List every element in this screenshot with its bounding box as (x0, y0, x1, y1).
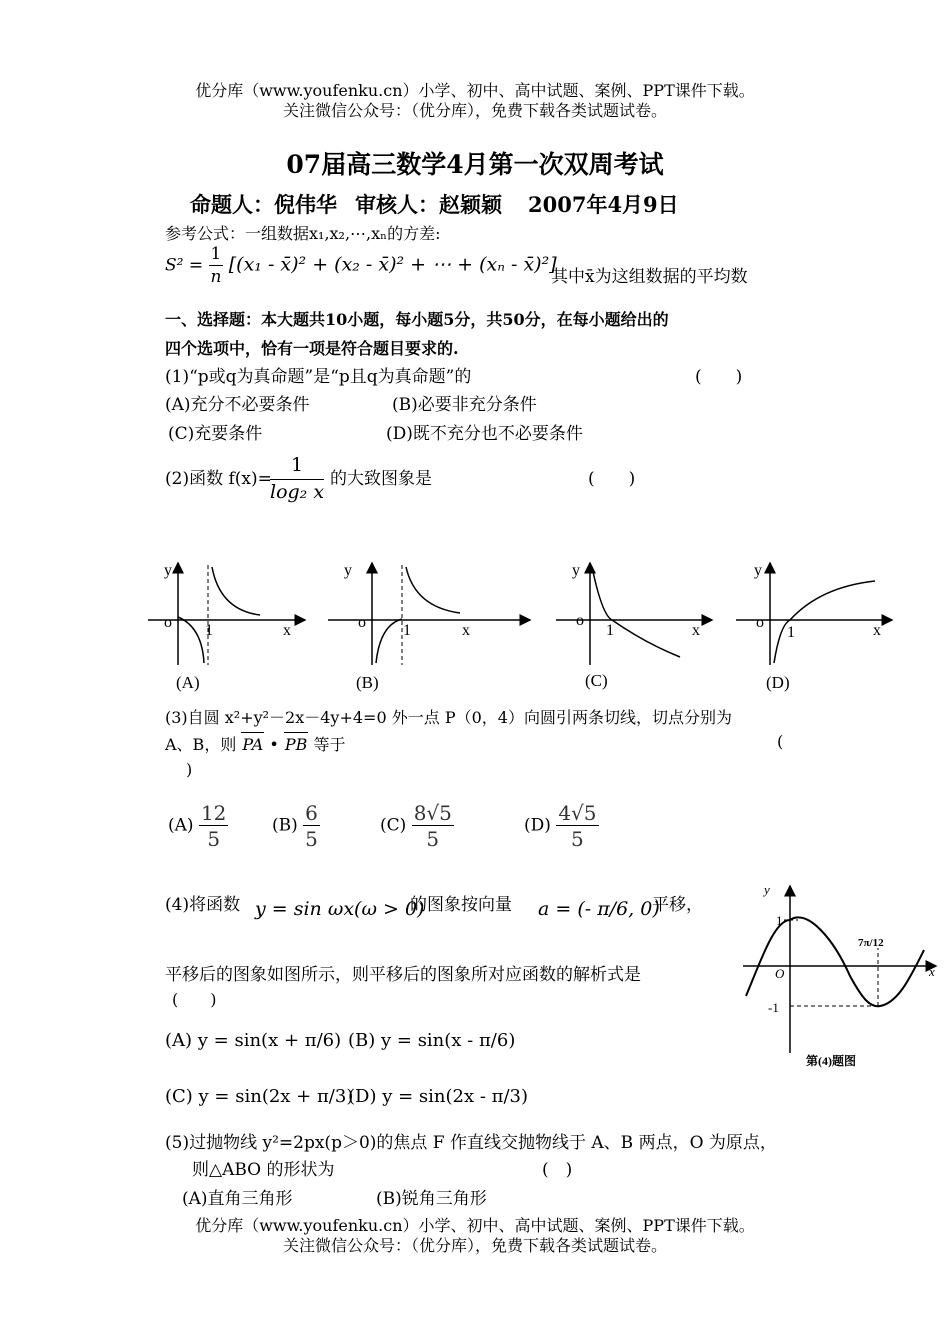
q4-option-a: (A) y = sin(x + π/6) (165, 1030, 342, 1051)
q4-option-c: (C) y = sin(2x + π/3) (165, 1086, 354, 1107)
q1-option-d: (D)既不充分也不必要条件 (386, 424, 583, 444)
graph-d-tick: 1 (787, 624, 795, 641)
graph-a-origin: o (164, 614, 172, 631)
q3-paren-close: ) (186, 760, 193, 779)
q1-option-c: (C)充要条件 (168, 424, 263, 444)
graph-c-origin: o (576, 612, 584, 629)
graph-a-label: (A) (176, 673, 200, 692)
graph-b-label: (B) (356, 673, 379, 692)
date: 2007年4月9日 (528, 192, 679, 217)
footer-line-2: 关注微信公众号：（优分库），免费下载各类试题试卷。 (282, 1236, 667, 1255)
q4-fig-x-label: x (929, 964, 935, 979)
q3-paren-open: ( (777, 732, 784, 751)
q4-prefix: (4)将函数 (165, 895, 241, 915)
q2-numerator: 1 (270, 456, 324, 480)
footer-line-1: 优分库（www.youfenku.cn）小学、初中、高中试题、案例、PPT课件下载。 (195, 1216, 755, 1235)
q1-answer-paren: ( ) (695, 367, 743, 387)
q4-fig-tick: 7π/12 (858, 937, 884, 949)
graph-a-y-label: y (164, 562, 172, 579)
q3-option-c: (C) $\frac{8√5}{5}$ (380, 801, 452, 851)
author: 命题人：倪伟华 (190, 192, 337, 217)
q5-answer-paren: ( ) (542, 1160, 573, 1180)
q2-answer-paren: ( ) (588, 469, 636, 489)
header-line-1: 优分库（www.youfenku.cn）小学、初中、高中试题、案例、PPT课件下载。 (195, 81, 755, 100)
q4-fig-y-label: y (764, 882, 770, 897)
q3-line-1: (3)自圆 x²+y²－2x－4y+4=0 外一点 P（0，4）向圆引两条切线，切点分别为 (165, 708, 732, 727)
graph-b (328, 562, 530, 692)
graph-a (148, 562, 305, 692)
q4-option-b: (B) y = sin(x - π/6) (348, 1030, 516, 1051)
q3-line-2 (165, 732, 346, 755)
section-heading-line-1: 一、选择题：本大题共10小题，每小题5分，共50分，在每小题给出的 (165, 310, 669, 329)
q5-line-2: 则△ABO 的形状为 (192, 1160, 335, 1180)
q4-suffix: 平移， (652, 895, 703, 915)
q2-denominator: log₂ x (270, 481, 325, 503)
variance-rhs: [(x₁ - x̄)² + (x₂ - x̄)² + ⋯ + (xₙ - x̄)²] (228, 253, 557, 276)
q2-graphs (140, 555, 900, 700)
q3-suffix: 等于 (313, 735, 346, 754)
q2-prefix: (2)函数 f(x)= (165, 469, 272, 489)
graph-a-x-label: x (283, 622, 291, 639)
dot-product: • (269, 735, 279, 754)
q2-suffix: 的大致图象是 (330, 469, 432, 489)
q3-option-a: (A) $\frac{12}{5}$ (168, 801, 227, 851)
graph-c-x-label: x (692, 622, 700, 639)
page-title: 07届高三数学4月第一次双周考试 (286, 150, 664, 179)
q4-fig-one: 1 (776, 913, 783, 928)
q3-option-d: (D) $\frac{4√5}{5}$ (524, 801, 597, 851)
graph-d-x-label: x (873, 622, 881, 639)
q4-mid: 的图象按向量 (410, 895, 512, 915)
q3-option-b: (B) $\frac{6}{5}$ (272, 801, 318, 851)
formula-intro: 参考公式：一组数据x₁,x₂,⋯,xₙ的方差: (165, 224, 441, 243)
q5-option-a: (A)直角三角形 (182, 1189, 293, 1209)
graph-b-y-label: y (344, 562, 352, 579)
q4-answer-paren: ( ) (172, 990, 217, 1009)
q1-option-a: (A)充分不必要条件 (165, 395, 310, 415)
graph-c-y-label: y (572, 562, 580, 579)
q2-fraction (270, 456, 324, 502)
graph-b-origin: o (358, 614, 366, 631)
q1-stem: (1)“p或q为真命题”是“p且q为真命题”的 (165, 367, 472, 387)
graph-c-tick: 1 (606, 622, 614, 639)
graph-d (736, 562, 892, 692)
reviewer: 审核人：赵颖颖 (355, 192, 502, 217)
graph-d-y-label: y (754, 562, 762, 579)
graph-d-origin: o (756, 614, 764, 631)
q4-function: y = sin ωx(ω > 0) (255, 898, 425, 920)
q1-option-b: (B)必要非充分条件 (392, 395, 537, 415)
graph-b-tick: 1 (403, 622, 411, 639)
vector-pa: PA (241, 732, 264, 754)
q4-fig-neg-one: -1 (768, 1000, 779, 1015)
q5-option-b: (B)锐角三角形 (376, 1189, 487, 1209)
q3-prefix: A、B，则 (165, 735, 237, 754)
q4-figure (738, 878, 944, 1073)
q4-vector: a = (- π/6, 0) (538, 898, 660, 920)
graph-c (556, 562, 712, 690)
q4-fig-origin: O (775, 966, 785, 981)
formula-note: 其中x̄为这组数据的平均数 (551, 267, 748, 287)
q4-line-2: 平移后的图象如图所示，则平移后的图象所对应函数的解析式是 (165, 965, 641, 985)
graph-b-x-label: x (462, 622, 470, 639)
q4-fig-caption: 第(4)题图 (806, 1054, 856, 1068)
graph-a-tick: 1 (205, 622, 213, 639)
vector-pb: PB (284, 732, 309, 754)
q4-option-d: (D) y = sin(2x - π/3) (348, 1086, 528, 1107)
graph-d-label: (D) (766, 673, 790, 692)
header-line-2: 关注微信公众号：（优分库），免费下载各类试题试卷。 (282, 101, 667, 120)
variance-formula: S² = $\frac{1}{n}$ [(x₁ - x̄)² + (x₂ - x̄)² + ⋯ + (xₙ - x̄)²] (165, 244, 557, 287)
q5-line-1: (5)过抛物线 y²=2px(p＞0)的焦点 F 作直线交抛物线于 A、B 两点，O 为原点， (165, 1133, 777, 1153)
graph-c-label: (C) (585, 671, 608, 690)
variance-lhs: S² = (165, 255, 204, 276)
section-heading-line-2: 四个选项中，恰有一项是符合题目要求的. (165, 339, 459, 358)
